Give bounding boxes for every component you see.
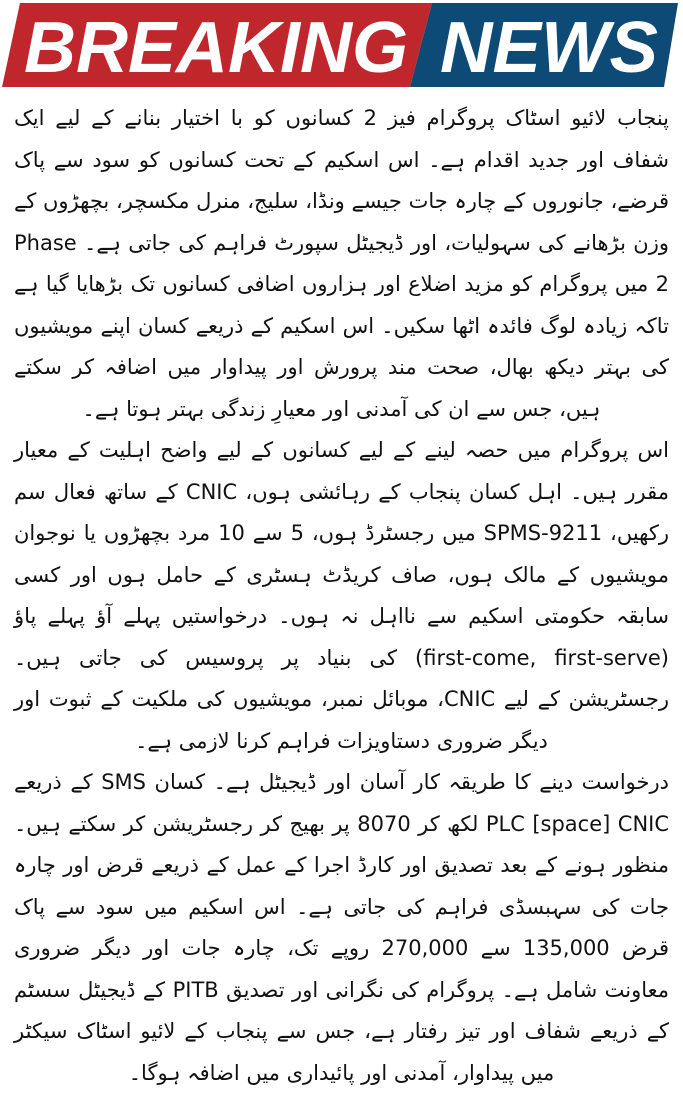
article-paragraph-intro: پنجاب لائیو اسٹاک پروگرام فیز 2 کسانوں کو با اختیار بنانے کے لیے ایک شفاف اور جدید اقدام ہے۔ اس اسکیم کے تحت کسانوں کو سود سے پاک قرضے، جانوروں کے چارہ جات جیسے ونڈا، سلیج، منرل مکسچر، بچھڑوں کے وزن بڑھانے کی سہولیات، اور ڈیجیٹل سپورٹ فراہم کی جاتی ہے۔ Phase 2 میں پروگرام کو مزید اضلاع اور ہزاروں اضافی کسانوں تک بڑھایا گیا ہے تاکہ زیادہ لوگ فائدہ اٹھا سکیں۔ اس اسکیم کے ذریعے کسان اپنے مویشیوں کی بہتر دیکھ بھال، صحت مند پرورش اور پیداوار میں اضافہ کر سکتے ہیں، جس سے ان کی آمدنی اور معیارِ زندگی بہتر ہوتا ہے۔	[14, 106, 669, 421]
article-paragraph-eligibility: اس پروگرام میں حصہ لینے کے لیے کسانوں کے لیے واضح اہلیت کے معیار مقرر ہیں۔ اہل کسان پنجاب کے رہائشی ہوں، CNIC کے ساتھ فعال سم رکھیں، SPMS-9211 میں رجسٹرڈ ہوں، 5 سے 10 مرد بچھڑوں یا نوجوان مویشیوں کے مالک ہوں، صاف کریڈٹ ہسٹری کے حامل ہوں اور کسی سابقہ حکومتی اسکیم سے نااہل نہ ہوں۔ درخواستیں پہلے آؤ پہلے پاؤ (first-come, first-serve) کی بنیاد پر پروسیس کی جاتی ہیں۔ رجسٹریشن کے لیے CNIC، موبائل نمبر، مویشیوں کی ملکیت کے ثبوت اور دیگر ضروری دستاویزات فراہم کرنا لازمی ہے۔	[14, 438, 669, 753]
banner-word-breaking: BREAKING	[24, 8, 408, 88]
breaking-news-banner	[0, 0, 683, 92]
banner-graphic	[0, 0, 683, 92]
banner-word-news: NEWS	[440, 8, 658, 88]
article-paragraph-application: درخواست دینے کا طریقہ کار آسان اور ڈیجیٹل ہے۔ کسان SMS کے ذریعے PLC [space] CNIC لکھ کر 8070 پر بھیج کر رجسٹریشن کر سکتے ہیں۔ منظور ہونے کے بعد تصدیق اور کارڈ اجرا کے عمل کے ذریعے قرض اور چارہ جات کی سہبسڈی فراہم کی جاتی ہے۔ اس اسکیم میں سود سے پاک قرض 135,000 سے 270,000 روپے تک، چارہ جات اور دیگر ضروری معاونت شامل ہے۔ پروگرام کی نگرانی اور تصدیق PITB کے ڈیجیٹل سسٹم کے ذریعے شفاف اور تیز رفتار ہے، جس سے پنجاب کے لائیو اسٹاک سیکٹر میں پیداوار، آمدنی اور پائیداری میں اضافہ ہوگا۔	[14, 770, 670, 1085]
article-body	[14, 98, 669, 1094]
